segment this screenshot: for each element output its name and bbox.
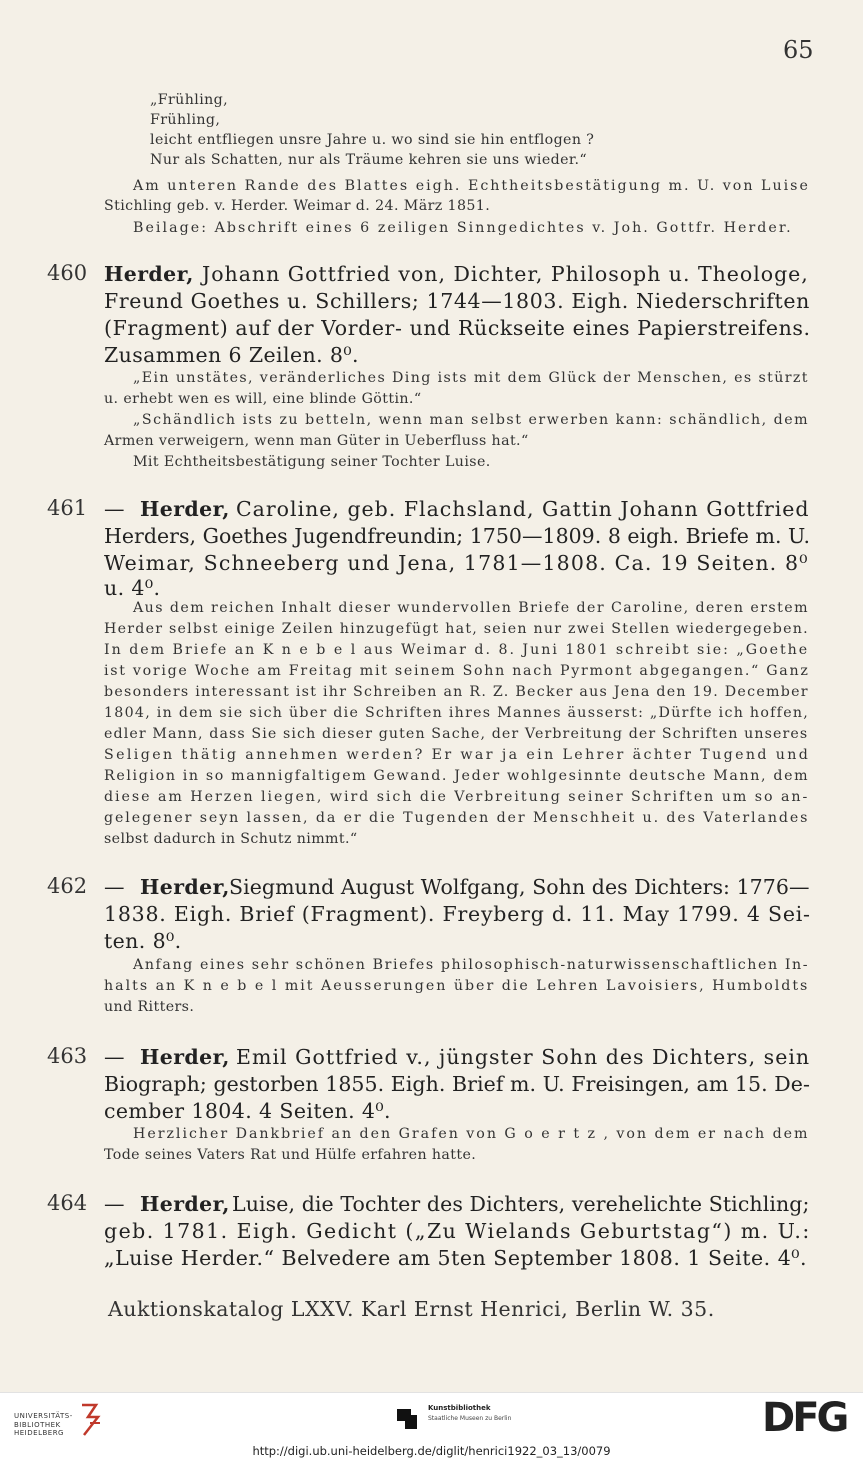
entry-number: 462 [47, 874, 88, 898]
text-line: Mit Echtheitsbestätigung seiner Tochter Luise. [133, 454, 491, 470]
text-line: Am unteren Rande des Blattes eigh. Echtheitsbestätigung m. U. von Luise [133, 178, 810, 194]
text-line: leicht entfliegen unsre Jahre u. wo sind sie hin entflogen ? [150, 132, 595, 148]
text-line: u. erhebt wen es will, eine blinde Göttin.“ [104, 391, 422, 407]
text-line: Herzlicher Dankbrief an den Grafen von G o e r t z , von dem er nach dem [133, 1126, 810, 1142]
dfg-logo[interactable]: DFG [762, 1395, 847, 1441]
text-line: Zusammen 6 Zeilen. 8⁰. [104, 343, 359, 367]
text-line: cember 1804. 4 Seiten. 4⁰. [104, 1099, 391, 1123]
text-line: Herders, Goethes Jugendfreundin; 1750—1809. 8 eigh. Briefe m. U. [104, 524, 810, 548]
text-line: — [104, 875, 125, 899]
entry-461-name: Herder, [140, 497, 230, 521]
text-line: Aus dem reichen Inhalt dieser wundervollen Briefe der Caroline, deren erstem [133, 600, 809, 616]
text-line: Anfang eines sehr schönen Briefes philosophisch-naturwissenschaftlichen In- [133, 957, 810, 973]
text-line: Beilage: Abschrift eines 6 zeiligen Sinngedichtes v. Joh. Gottfr. Herder. [133, 220, 793, 236]
text-line: besonders interessant ist ihr Schreiben an R. Z. Becker aus Jena den 19. December [104, 684, 809, 700]
text-line: Seligen thätig annehmen werden? Er war ja ein Lehrer ächter Tugend und [104, 747, 811, 763]
text-line: Biograph; gestorben 1855. Eigh. Brief m. U. Freisingen, am 15. De- [104, 1072, 810, 1096]
footer-text: Auktionskatalog LXXV. Karl Ernst Henrici, Berlin W. 35. [108, 1297, 715, 1321]
entry-463-name: Herder, [140, 1045, 230, 1069]
text-line: gelegener seyn lassen, da er die Tugenden der Menschheit u. des Vaterlandes [104, 810, 810, 826]
entry-464-name: Herder, [140, 1192, 230, 1216]
heidelberg-icon [78, 1401, 104, 1439]
text-line: „Frühling, [150, 92, 229, 108]
text-line: und Ritters. [104, 999, 195, 1015]
text-line: halts an K n e b e l mit Aeusserungen über die Lehren Lavoisiers, Humboldts [104, 978, 810, 994]
text-line: Freund Goethes u. Schillers; 1744—1803. Eigh. Niederschriften [104, 289, 810, 313]
text-line: Armen verweigern, wenn man Güter in Ueberfluss hat.“ [104, 433, 529, 449]
text-line: ist vorige Woche am Freitag mit seinem Sohn nach Pyrmont abgegangen.“ Ganz [104, 663, 810, 679]
text-line: „Luise Herder.“ Belvedere am 5ten September 1808. 1 Seite. 4⁰. [104, 1246, 808, 1270]
text-line: Religion in so mannigfaltigem Gewand. Jeder wohlgesinnte deutsche Mann, dem [104, 768, 810, 784]
text-line: Luise, die Tochter des Dichters, verehelichte Stichling; [232, 1192, 810, 1216]
entry-number: 461 [47, 496, 88, 520]
university-library-logo[interactable] [6, 1401, 106, 1441]
text-line: Frühling, [150, 112, 221, 128]
text-line: 1838. Eigh. Brief (Fragment). Freyberg d. 11. May 1799. 4 Sei- [104, 902, 811, 926]
entry-number: 464 [47, 1191, 88, 1215]
catalog-footer [108, 1297, 764, 1321]
kunstbibliothek-icon [393, 1403, 423, 1433]
kunstbibliothek-title: Kunstbibliothek [428, 1404, 491, 1412]
kunstbibliothek-subtitle: Staatliche Museen zu Berlin [428, 1415, 512, 1422]
text-line: „Ein unstätes, veränderliches Ding ists mit dem Glück der Menschen, es stürzt [133, 370, 809, 386]
text-line: Siegmund August Wolfgang, Sohn des Dichters: 1776— [229, 875, 810, 899]
text-line: — [104, 497, 125, 521]
text-line: edler Mann, dass Sie sich dieser guten Sache, der Verbreitung der Schriften unseres [104, 726, 809, 742]
text-line: u. 4⁰. [104, 576, 161, 600]
text-line: Emil Gottfried v., jüngster Sohn des Dichters, sein [236, 1045, 811, 1069]
text-line: Stichling geb. v. Herder. Weimar d. 24. März 1851. [104, 198, 491, 214]
text-line: Herder selbst einige Zeilen hinzugefügt hat, seien nur zwei Stellen wiedergegeben. [104, 621, 809, 637]
viewer-footer-bar [0, 1392, 863, 1463]
text-line: selbst dadurch in Schutz nimmt.“ [104, 831, 358, 847]
text-line: geb. 1781. Eigh. Gedicht („Zu Wielands Geburtstag“) m. U.: [104, 1219, 811, 1243]
text-line: — [104, 1045, 125, 1069]
text-line: — [104, 1192, 125, 1216]
page-number: 65 [783, 36, 814, 64]
entry-460-name: Herder, [104, 262, 194, 286]
entry-number: 460 [47, 261, 88, 285]
text-line: In dem Briefe an K n e b e l aus Weimar d. 8. Juni 1801 schreibt sie: „Goethe [104, 642, 810, 658]
text-line: 1804, in dem sie sich über die Schriften ihres Mannes äusserst: „Dürfte ich hoffen, [104, 705, 810, 721]
text-line: Caroline, geb. Flachsland, Gattin Johann Gottfried [236, 497, 810, 521]
text-line: ten. 8⁰. [104, 929, 182, 953]
text-line: Tode seines Vaters Rat und Hülfe erfahren hatte. [104, 1147, 477, 1163]
entry-number: 463 [47, 1044, 88, 1068]
university-logo-text: UNIVERSITÄTS- BIBLIOTHEK HEIDELBERG [14, 1412, 73, 1437]
text-line: „Schändlich ists zu betteln, wenn man selbst erwerben kann: schändlich, dem [133, 412, 810, 428]
permalink-url[interactable]: http://digi.ub.uni-heidelberg.de/diglit/henrici1922_03_13/0079 [252, 1444, 611, 1458]
text-line: Johann Gottfried von, Dichter, Philosoph u. Theologe, [202, 262, 809, 286]
text-line: Nur als Schatten, nur als Träume kehren sie uns wieder.“ [150, 152, 588, 168]
text-line: Weimar, Schneeberg und Jena, 1781—1808. Ca. 19 Seiten. 8⁰ [104, 551, 809, 575]
text-line: diese am Herzen liegen, wird sich die Verbreitung seiner Schriften um so an- [104, 789, 810, 805]
text-line: (Fragment) auf der Vorder- und Rückseite eines Papierstreifens. [104, 316, 811, 340]
entry-462-name: Herder, [140, 875, 230, 899]
